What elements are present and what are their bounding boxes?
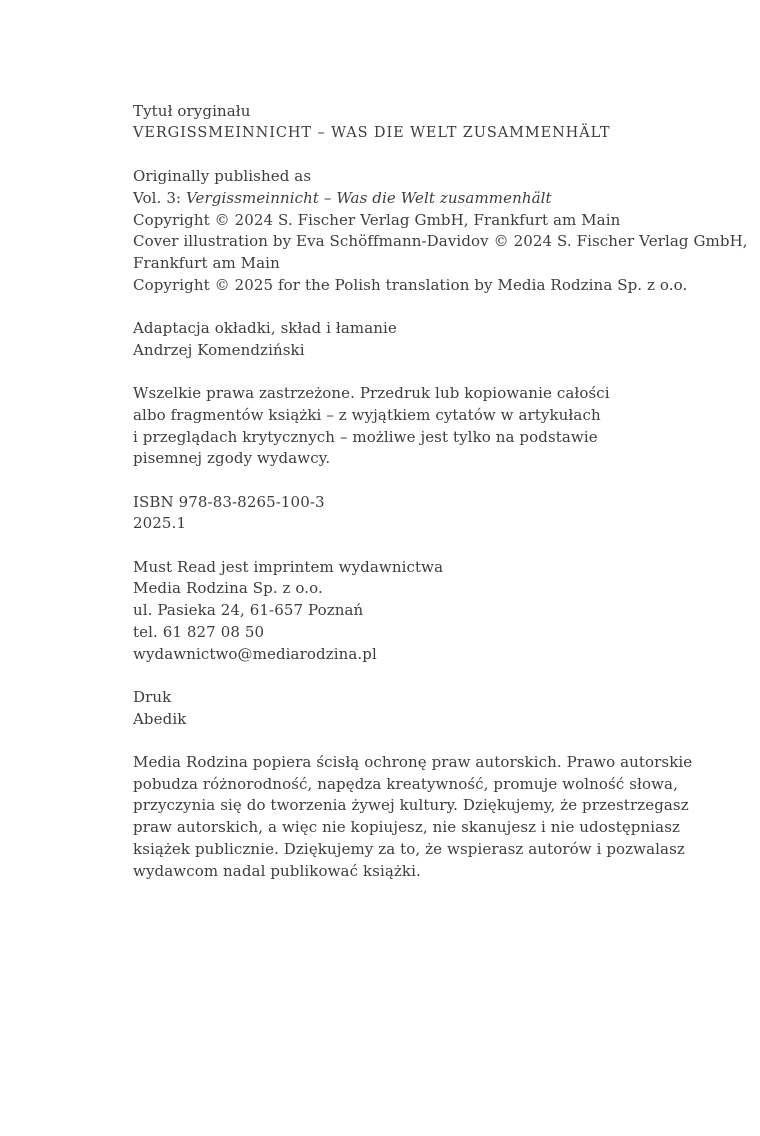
publisher-address: ul. Pasieka 24, 61-657 Poznań [133,601,364,620]
imprint-line: Must Read jest imprintem wydawnictwa [133,557,444,576]
adaptation-name: Andrzej Komendziński [133,340,305,359]
volume-line [133,188,643,210]
colophon-text-block [133,101,748,904]
rights-line-3: i przeglądach krytycznych – możliwe jest tylko na podstawie [133,427,598,446]
adaptation-block [133,318,643,361]
volume-title: Vergissmeinnicht – Was die Welt zusammenhält [186,188,552,207]
original-title-block [133,101,643,144]
original-title: VERGISSMEINNICHT – WAS DIE WELT ZUSAMMENHÄLT [133,124,611,141]
rights-line-4: pisemnej zgody wydawcy. [133,449,331,468]
volume-prefix: Vol. 3: [133,188,186,207]
publisher-block [133,557,643,666]
isbn-number: ISBN 978-83-8265-100-3 [133,492,325,511]
notice-line-3: przyczynia się do tworzenia żywej kultury. Dziękujemy, że przestrzegasz [133,796,689,815]
copyright-2024-line: Copyright © 2024 S. Fischer Verlag GmbH, Frankfurt am Main [133,210,621,229]
cover-credit-line-2: Frankfurt am Main [133,253,280,272]
adaptation-label: Adaptacja okładki, skład i łamanie [133,319,397,337]
published-as-label: Originally published as [133,167,312,186]
original-title-label: Tytuł oryginału [133,102,251,120]
notice-line-4: praw autorskich, a więc nie kopiujesz, nie skanujesz i nie udostępniasz [133,818,680,837]
isbn-block [133,492,643,535]
rights-line-1: Wszelkie prawa zastrzeżone. Przedruk lub kopiowanie całości [133,384,610,403]
publisher-name: Media Rodzina Sp. z o.o. [133,579,323,598]
publisher-phone: tel. 61 827 08 50 [133,622,265,641]
cover-credit-line-1: Cover illustration by Eva Schöffmann-Davidov © 2024 S. Fischer Verlag GmbH, [133,232,748,251]
publication-block [133,166,748,296]
rights-line-2: albo fragmentów książki – z wyjątkiem cytatów w artykułach [133,405,601,424]
notice-line-5: książek publicznie. Dziękujemy za to, że wspierasz autorów i pozwalasz [133,839,685,858]
print-label: Druk [133,687,172,706]
notice-line-1: Media Rodzina popiera ścisłą ochronę praw autorskich. Prawo autorskie [133,752,693,771]
copyright-notice-block [133,752,693,882]
notice-line-2: pobudza różnorodność, napędza kreatywność, promuje wolność słowa, [133,774,678,793]
publisher-email: wydawnictwo@mediarodzina.pl [133,644,377,663]
notice-line-6: wydawcom nadal publikować książki. [133,861,421,880]
edition-number: 2025.1 [133,514,187,533]
print-block [133,687,643,730]
printer-name: Abedik [133,709,187,728]
copyright-2025-line: Copyright © 2025 for the Polish translation by Media Rodzina Sp. z o.o. [133,275,688,294]
rights-reserved-block [133,383,643,470]
